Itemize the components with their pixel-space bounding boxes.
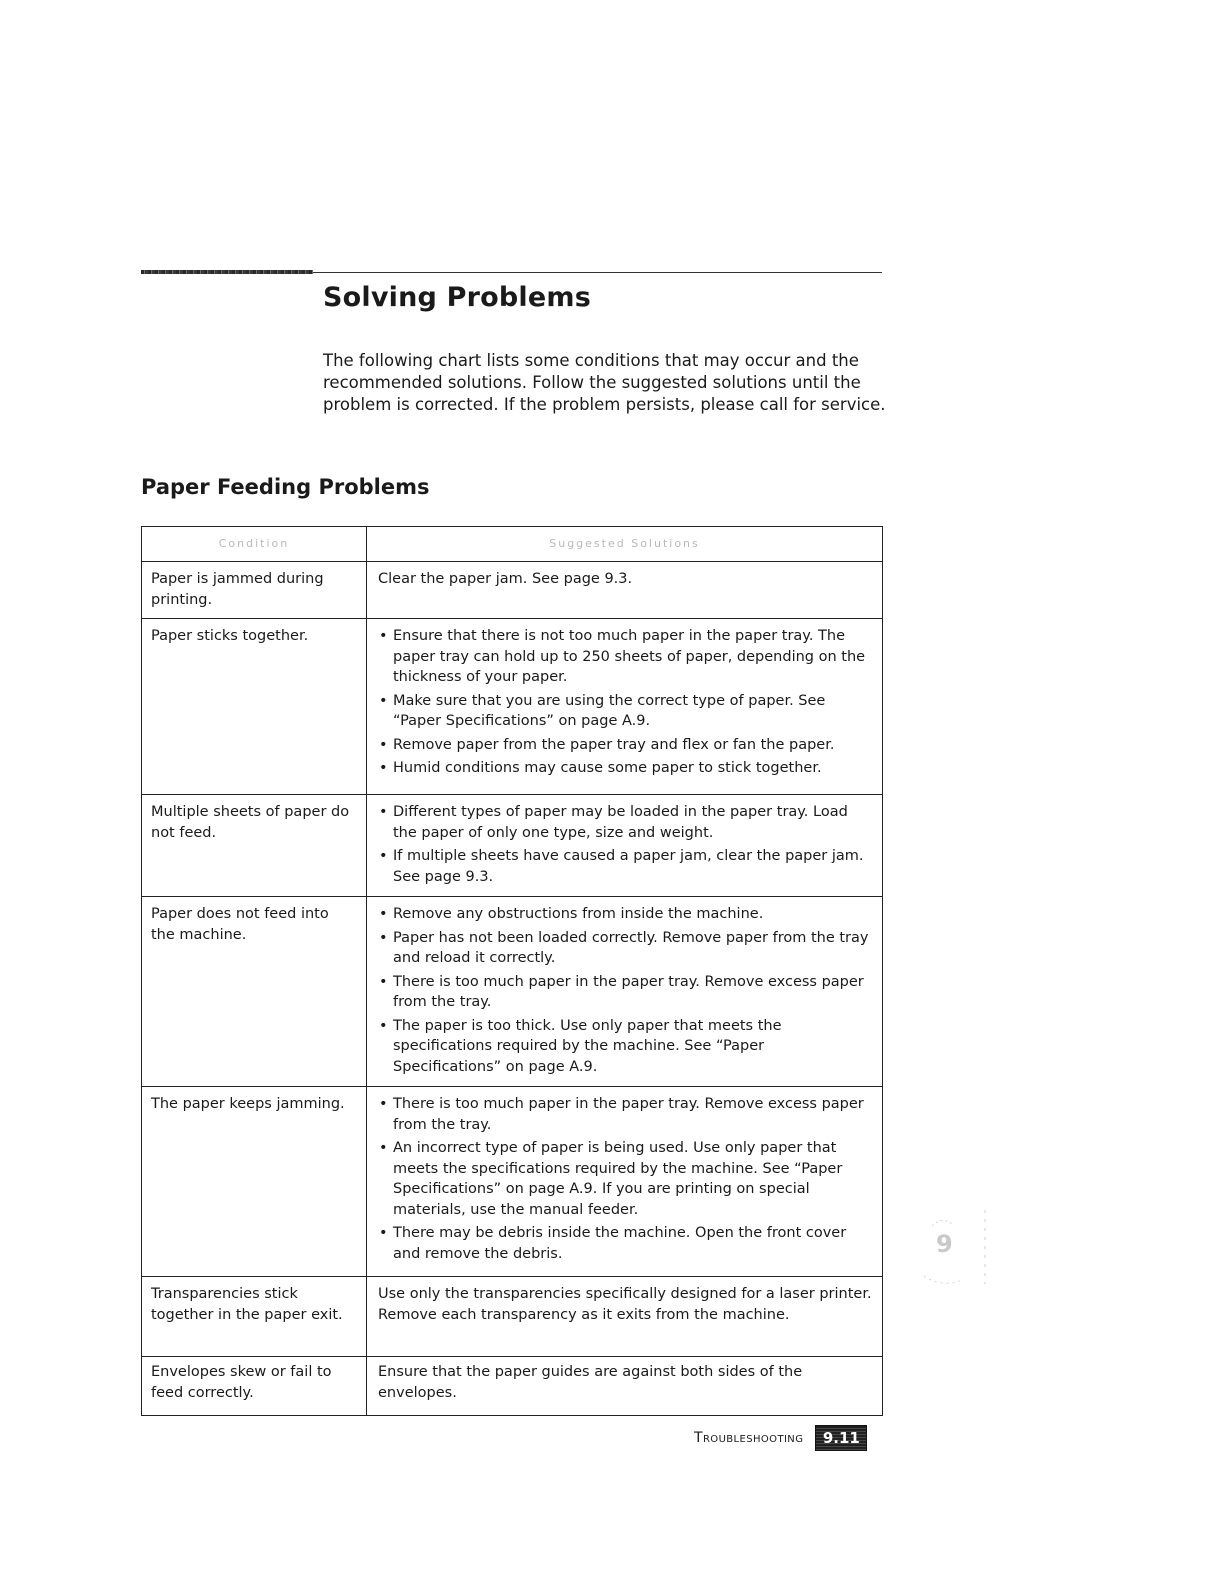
section-title: Paper Feeding Problems: [141, 475, 430, 499]
condition-cell: The paper keeps jamming.: [142, 1087, 367, 1277]
condition-cell: Multiple sheets of paper do not feed.: [142, 795, 367, 897]
page-number-badge: 9.11: [815, 1425, 867, 1451]
table-row: [142, 562, 883, 619]
solution-item: • Remove paper from the paper tray and flex or fan the paper.: [378, 735, 873, 756]
chapter-number: 9: [936, 1230, 953, 1258]
solution-item: • Different types of paper may be loaded in the paper tray. Load the paper of only one type, size and weight.: [378, 802, 873, 843]
table-row: [142, 795, 883, 897]
solution-item: • Make sure that you are using the correct type of paper. See “Paper Specifications” on page A.9.: [378, 691, 873, 732]
solution-item: • Humid conditions may cause some paper to stick together.: [378, 758, 873, 779]
solution-item: • If multiple sheets have caused a paper jam, clear the paper jam. See page 9.3.: [378, 846, 873, 887]
solution-item: • Paper has not been loaded correctly. Remove paper from the tray and reload it correctly.: [378, 928, 873, 969]
solution-item: • Ensure that there is not too much paper in the paper tray. The paper tray can hold up to 250 sheets of paper, depending on the thickness of your paper.: [378, 626, 873, 688]
solution-cell: [367, 897, 883, 1087]
solution-cell: [367, 795, 883, 897]
solution-item: • An incorrect type of paper is being used. Use only paper that meets the specifications required by the machine. See “Paper Specifications” on page A.9. If you are printing on special materials, use the manual feeder.: [378, 1138, 873, 1220]
condition-cell: Paper does not feed into the machine.: [142, 897, 367, 1087]
solution-item: • There may be debris inside the machine. Open the front cover and remove the debris.: [378, 1223, 873, 1264]
footer-section-label: Troubleshooting: [694, 1430, 804, 1446]
table-row: [142, 1087, 883, 1277]
solution-item: • There is too much paper in the paper tray. Remove excess paper from the tray.: [378, 972, 873, 1013]
page-title: Solving Problems: [323, 282, 592, 313]
solution-item: • There is too much paper in the paper tray. Remove excess paper from the tray.: [378, 1094, 873, 1135]
table-row: [142, 897, 883, 1087]
solution-list: [378, 1094, 873, 1264]
condition-cell: Paper is jammed during printing.: [142, 562, 367, 619]
solution-cell: [367, 619, 883, 795]
solution-cell: Ensure that the paper guides are against both sides of the envelopes.: [367, 1357, 883, 1416]
condition-cell: Paper sticks together.: [142, 619, 367, 795]
table-row: [142, 1357, 883, 1416]
header-condition: Condition: [142, 527, 367, 562]
problems-table: [141, 526, 883, 1416]
solution-item: • The paper is too thick. Use only paper that meets the specifications required by the machine. See “Paper Specifications” on page A.9.: [378, 1016, 873, 1078]
condition-cell: Transparencies stick together in the paper exit.: [142, 1277, 367, 1357]
solution-item: • Remove any obstructions from inside the machine.: [378, 904, 873, 925]
solution-list: [378, 626, 873, 779]
page-footer: [694, 1424, 867, 1452]
header-rule: [313, 272, 882, 273]
table-header-row: [142, 527, 883, 562]
table-row: [142, 1277, 883, 1357]
solution-cell: Clear the paper jam. See page 9.3.: [367, 562, 883, 619]
header-solution: Suggested Solutions: [367, 527, 883, 562]
intro-paragraph: The following chart lists some conditions that may occur and the recommended solutions. Follow the suggested solutions until the problem is corrected. If the problem persists, please call for service.: [323, 351, 886, 414]
header-rule-dark: [141, 270, 313, 274]
solution-cell: [367, 1087, 883, 1277]
solution-list: [378, 802, 873, 887]
chapter-side-tab: [912, 1206, 990, 1298]
solution-cell: Use only the transparencies specifically designed for a laser printer. Remove each transparency as it exits from the machine.: [367, 1277, 883, 1357]
condition-cell: Envelopes skew or fail to feed correctly.: [142, 1357, 367, 1416]
solution-list: [378, 904, 873, 1077]
table-row: [142, 619, 883, 795]
